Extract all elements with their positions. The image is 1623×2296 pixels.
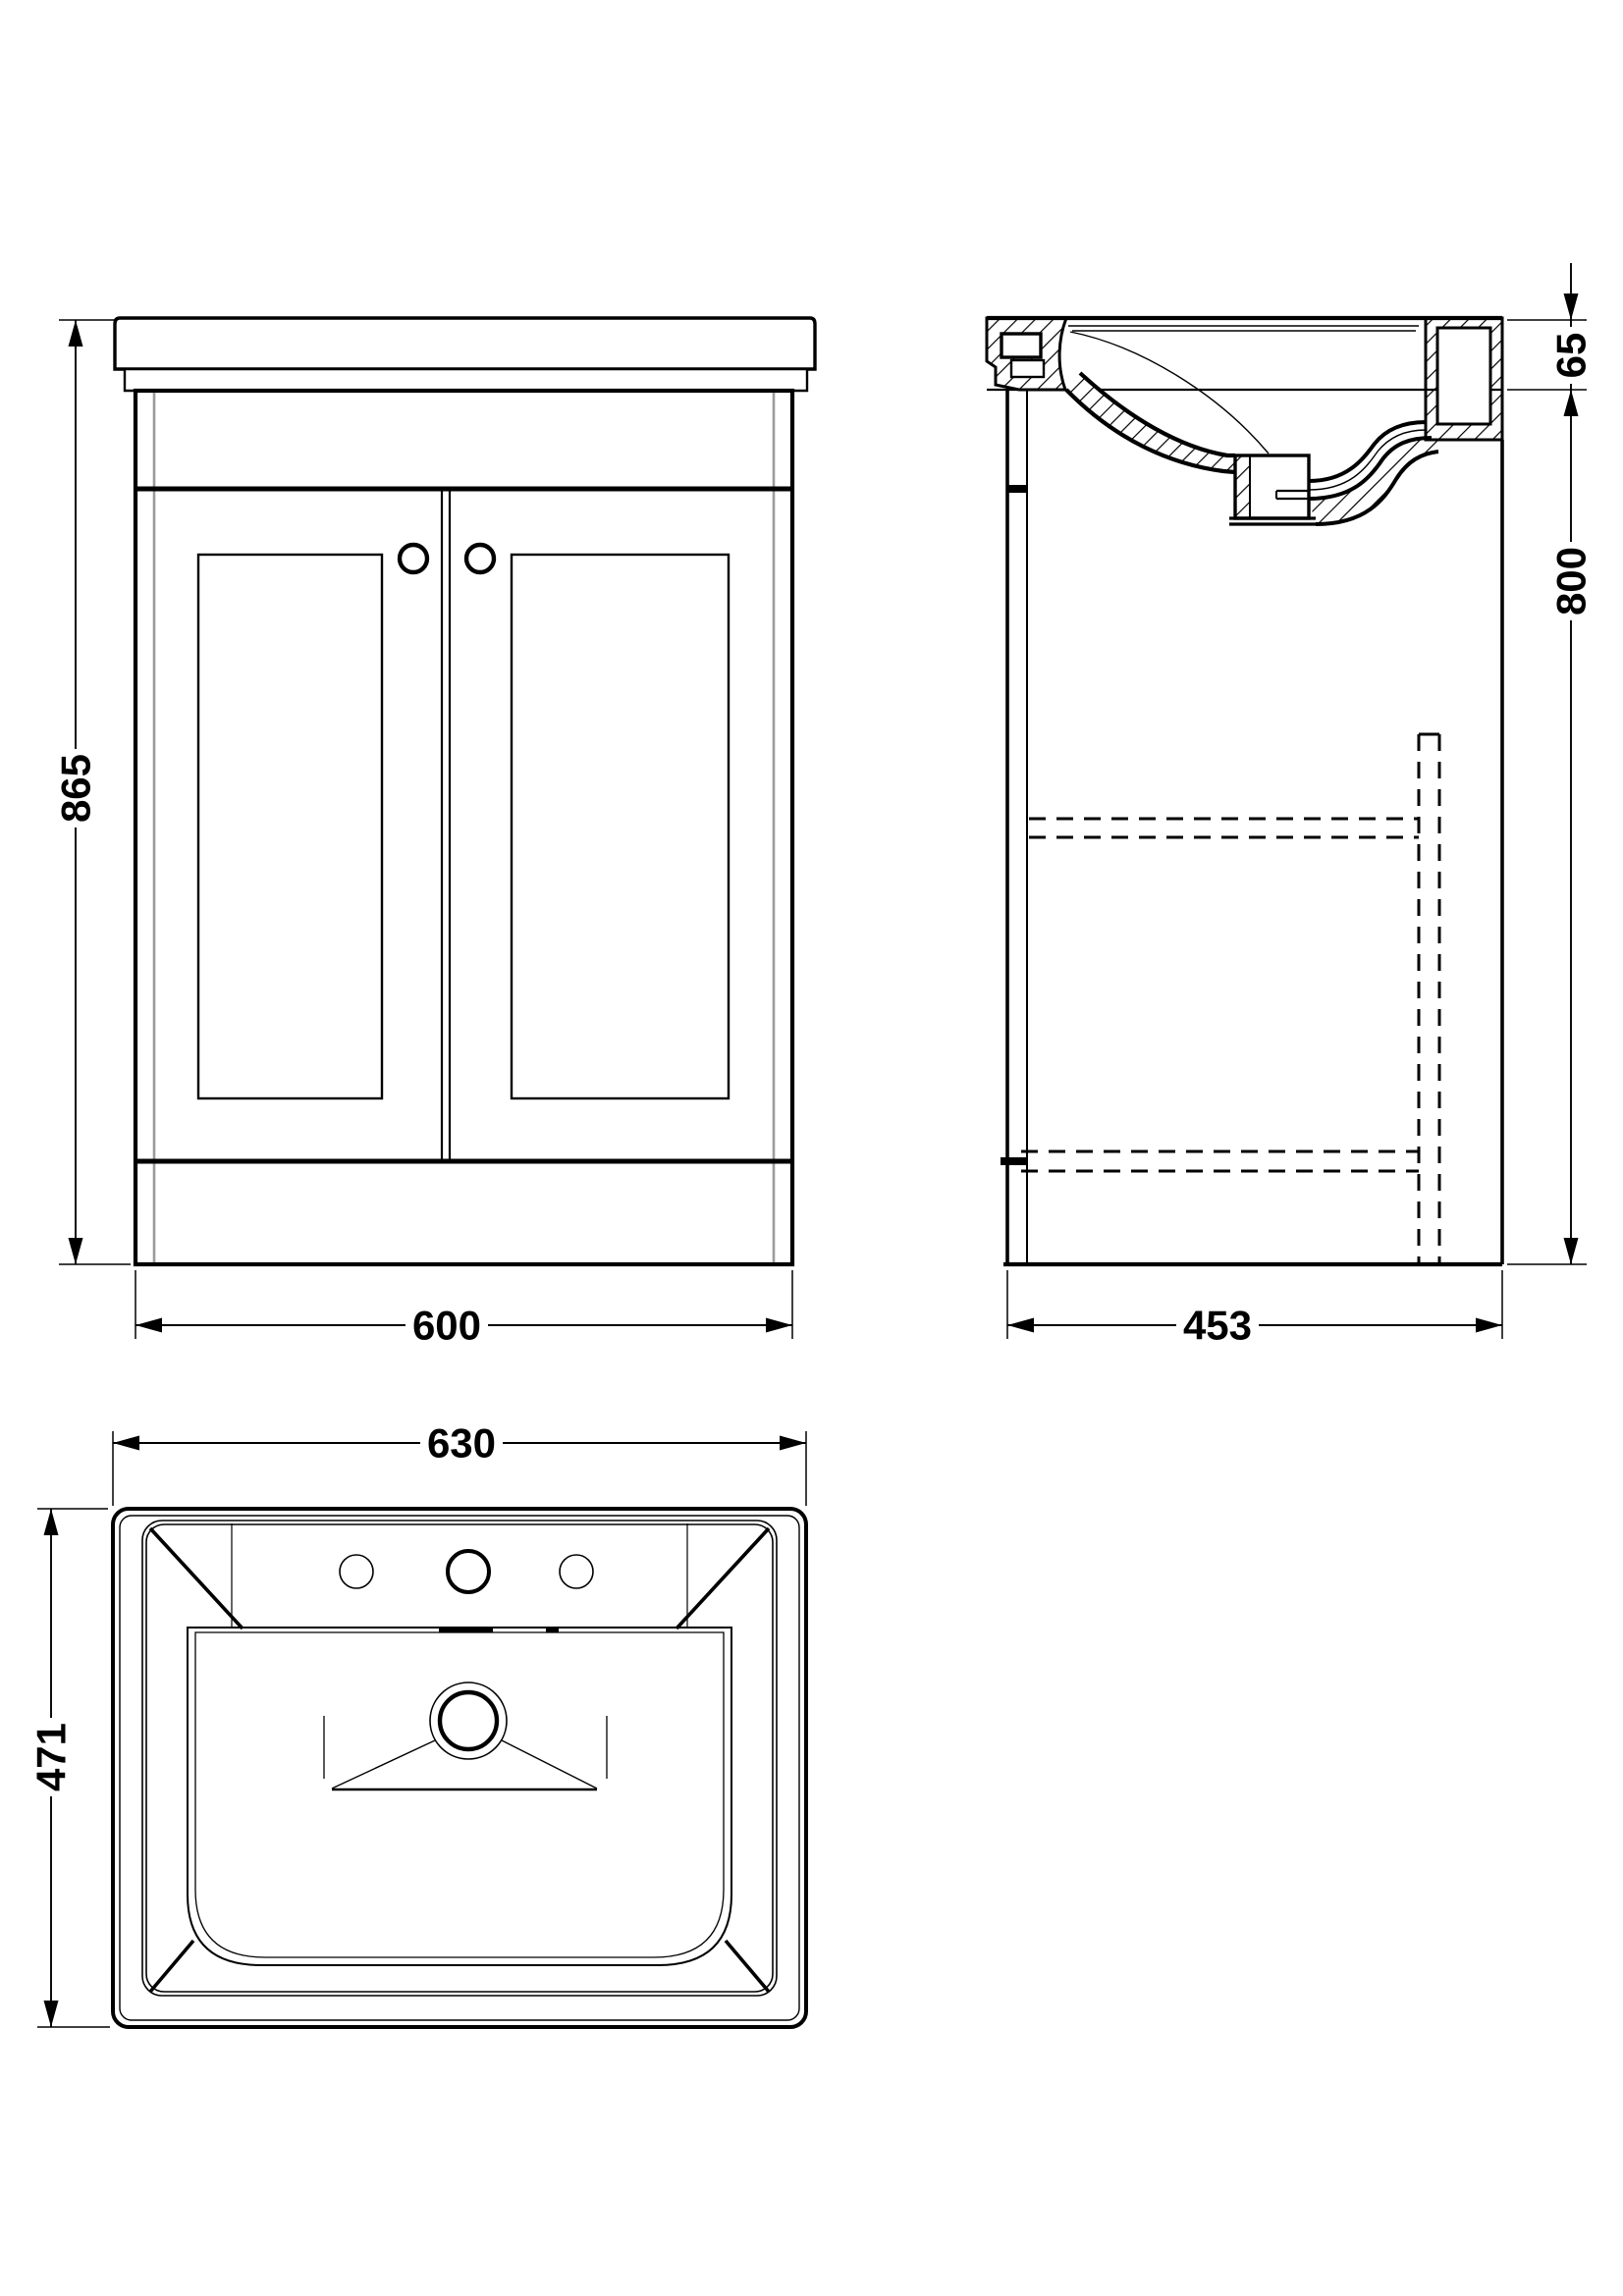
dimension-cabinet-height (1507, 390, 1595, 1264)
dimension-basin-width (113, 1420, 806, 1507)
rim-notch-lower (1011, 360, 1044, 377)
basin-plan-view (113, 1509, 806, 2027)
dimension-label-800: 800 (1547, 546, 1595, 616)
plinth-mark (1001, 1157, 1027, 1165)
dimension-label-471: 471 (27, 1722, 75, 1792)
dimension-label-865: 865 (52, 753, 99, 824)
dimension-basin-height (1507, 263, 1595, 416)
rim-notch-upper (1001, 334, 1041, 357)
basin-outer-rim (113, 1509, 806, 2027)
cabinet-carcass-front (135, 391, 792, 1264)
countertop-front (115, 318, 815, 369)
back-wall-channel (1437, 328, 1490, 424)
bowl-section-hatch (1066, 373, 1235, 472)
drain-cup-wall-hatch (1235, 455, 1250, 518)
door-knob-right (466, 545, 494, 572)
front-view (115, 318, 815, 1264)
dimension-front-height (53, 320, 132, 1264)
dimension-front-width (135, 1270, 792, 1349)
dimension-basin-depth (28, 1509, 111, 2027)
door-rail-mark (1007, 485, 1027, 493)
side-view (987, 318, 1502, 1264)
dimension-side-depth (1007, 1270, 1502, 1349)
dimension-label-453: 453 (1182, 1302, 1253, 1349)
dimension-label-65: 65 (1547, 332, 1595, 379)
countertop-edge-moulding (125, 369, 807, 391)
dimension-label-600: 600 (411, 1302, 482, 1349)
door-knob-left (400, 545, 427, 572)
dimension-label-630: 630 (426, 1419, 497, 1467)
